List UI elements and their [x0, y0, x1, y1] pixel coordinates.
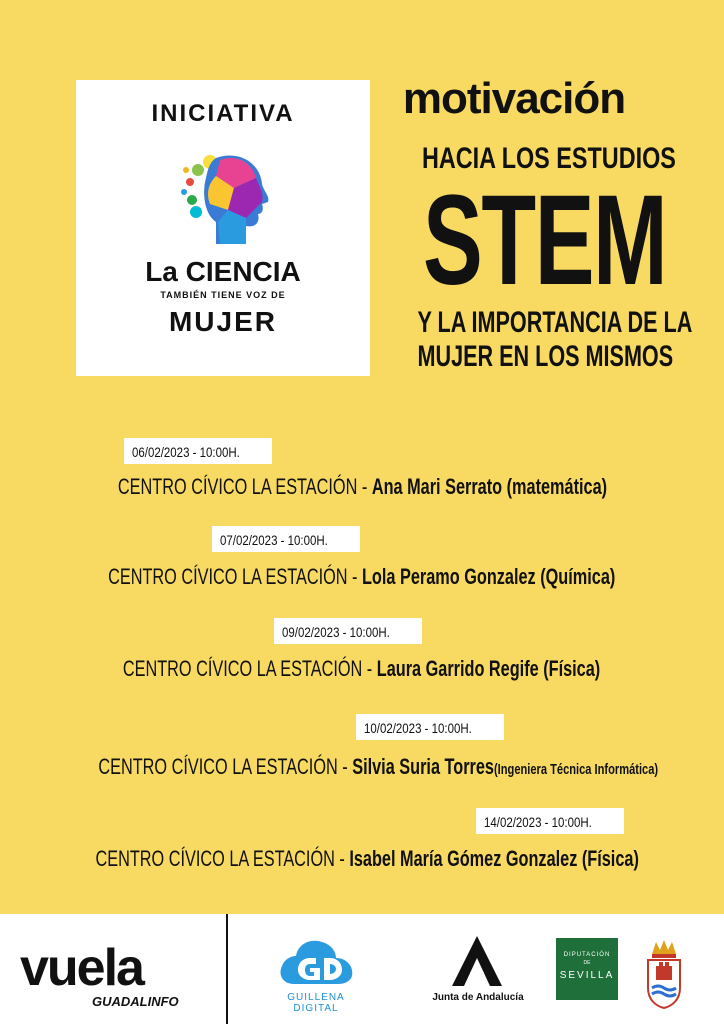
- headline-motivacion: motivación: [402, 74, 626, 123]
- vuela-logo: vuela: [20, 939, 143, 997]
- event-date: 14/02/2023 - 10:00H.: [484, 814, 592, 830]
- event-date-tag: [212, 526, 360, 552]
- event-venue: CENTRO CÍVICO LA ESTACIÓN -: [98, 754, 353, 779]
- guadalinfo-label: GUADALINFO: [92, 994, 179, 1009]
- event-date-tag: [274, 618, 422, 644]
- event-date-tag: [356, 714, 504, 740]
- event-date: 06/02/2023 - 10:00H.: [132, 444, 240, 460]
- logo-card: [76, 80, 370, 376]
- event-date-tag: [124, 438, 272, 464]
- logo-bottom-text: MUJER: [168, 306, 277, 337]
- event-date: 09/02/2023 - 10:00H.: [282, 624, 390, 640]
- event-date: 10/02/2023 - 10:00H.: [364, 720, 472, 736]
- event-speaker: Ana Mari Serrato (matemática): [371, 474, 607, 499]
- event-line: [0, 564, 724, 590]
- headline-importancia: Y LA IMPORTANCIA DE LA: [417, 306, 693, 339]
- event-speaker: Silvia Suria Torres: [352, 754, 494, 779]
- event-line: [0, 846, 724, 872]
- headline-mujer: MUJER EN LOS MISMOS: [417, 340, 674, 373]
- guillena-cloud-icon: [276, 934, 356, 988]
- event-venue: CENTRO CÍVICO LA ESTACIÓN -: [108, 564, 363, 589]
- event-line: [0, 656, 724, 682]
- logo-subtitle: TAMBIÉN TIENE VOZ DE: [160, 290, 286, 300]
- diputacion-top: DIPUTACIÓN: [563, 952, 611, 958]
- event-date: 07/02/2023 - 10:00H.: [220, 532, 328, 548]
- headline-stem: STEM: [423, 169, 667, 312]
- guillena-digital-label: GUILLENA DIGITAL: [287, 992, 345, 1014]
- colorful-head-icon: [176, 148, 276, 248]
- coat-of-arms-icon: [644, 936, 684, 1012]
- event-speaker: Isabel María Gómez Gonzalez (Física): [349, 846, 639, 871]
- event-role: (Ingeniera Técnica Informática): [493, 761, 659, 778]
- event-line: [0, 754, 724, 780]
- sponsor-footer: [0, 914, 724, 1024]
- event-venue: CENTRO CÍVICO LA ESTACIÓN -: [117, 474, 372, 499]
- event-speaker: Laura Garrido Regife (Física): [377, 656, 601, 681]
- junta-andalucia-label: Junta de Andalucía: [432, 992, 524, 1003]
- event-venue: CENTRO CÍVICO LA ESTACIÓN -: [95, 846, 350, 871]
- diputacion-mid: DE: [583, 960, 591, 966]
- logo-title: La CIENCIA: [145, 256, 301, 287]
- footer-divider: [226, 914, 228, 1024]
- headline-hacia: HACIA LOS ESTUDIOS: [421, 142, 676, 175]
- junta-andalucia-icon: [450, 934, 504, 988]
- event-speaker: Lola Peramo Gonzalez (Química): [362, 564, 616, 589]
- diputacion-bottom: SEVILLA: [559, 970, 615, 981]
- event-venue: CENTRO CÍVICO LA ESTACIÓN -: [123, 656, 378, 681]
- event-line: [0, 474, 724, 500]
- diputacion-sevilla-logo: [556, 938, 618, 1000]
- event-date-tag: [476, 808, 624, 834]
- logo-top-text: INICIATIVA: [151, 100, 295, 127]
